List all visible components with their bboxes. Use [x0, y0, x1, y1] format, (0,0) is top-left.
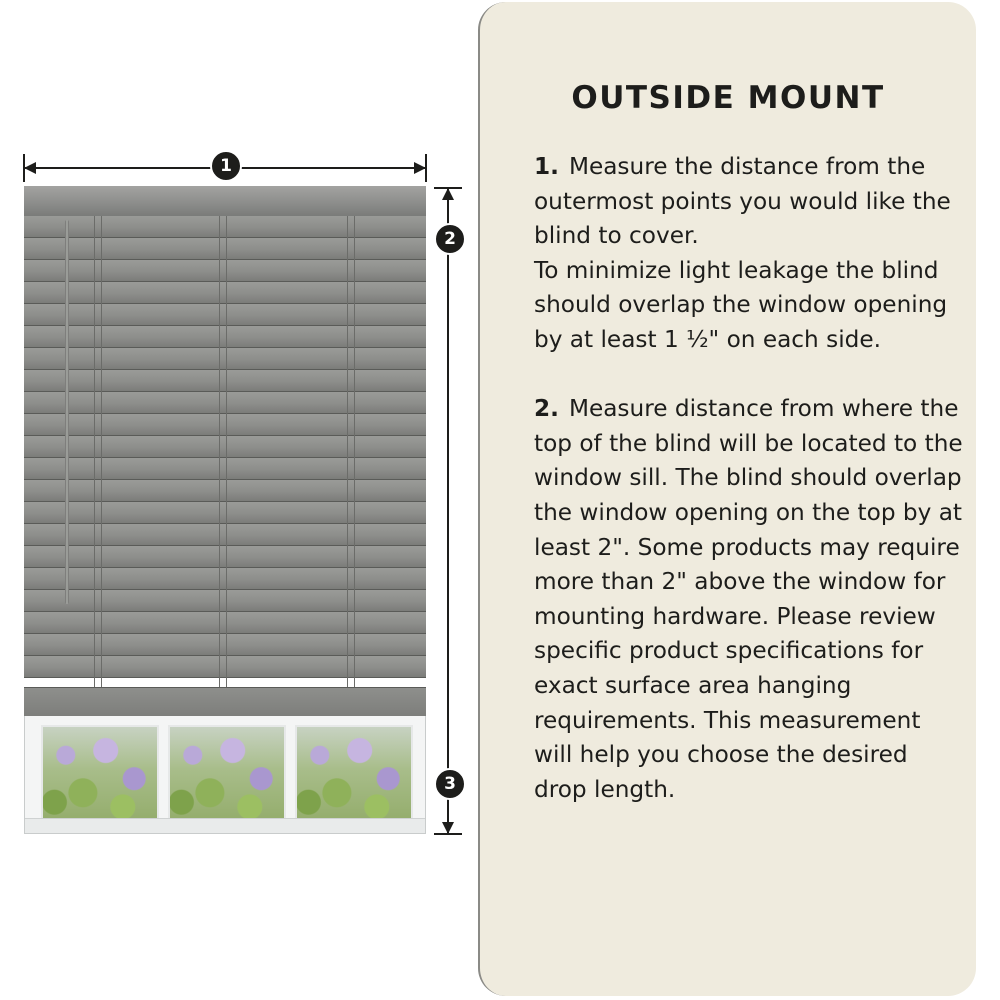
- window-pane-right: [295, 725, 413, 823]
- step-2-text: Measure distance from where the top of the blind will be located to the window sill. The blind should overlap the window opening on the top by at least 2". Some products may require more than 2" above the window for mounting hardware. Please review specific product specifications for exact surface area hanging requirements. This measurement will help you choose the desired drop length.: [534, 395, 963, 803]
- marker-badge-2: 2: [434, 223, 466, 255]
- blind-headrail: [24, 186, 426, 217]
- window-illustration: [24, 712, 426, 834]
- step-1-text: Measure the distance from the outermost points you would like the blind to cover.: [534, 153, 951, 250]
- step-1: [534, 150, 964, 358]
- arrowhead-left-icon: [24, 161, 38, 175]
- window-pane-middle: [168, 725, 286, 823]
- step-2: [534, 392, 964, 807]
- ladder-string: [94, 216, 102, 710]
- step-1-note: To minimize light leakage the blind should overlap the window opening by at least 1 ½" on each side.: [534, 256, 948, 353]
- tilt-wand: [65, 220, 69, 604]
- measurement-diagram: [0, 0, 470, 1000]
- arrowhead-down-icon: [441, 820, 455, 834]
- blind-bottom-rail: [24, 687, 426, 716]
- step-2-number: 2.: [534, 395, 559, 423]
- ladder-string: [347, 216, 355, 710]
- marker-badge-1: 1: [210, 150, 242, 182]
- window-pane-left: [41, 725, 159, 823]
- arrowhead-right-icon: [412, 161, 426, 175]
- marker-badge-3: 3: [434, 768, 466, 800]
- instruction-card: [478, 2, 976, 996]
- step-1-number: 1.: [534, 153, 559, 180]
- ladder-string: [219, 216, 227, 710]
- blind-illustration: [24, 186, 426, 716]
- card-title: OUTSIDE MOUNT: [571, 80, 885, 116]
- instruction-steps: [534, 150, 964, 807]
- height-arrow-line: [447, 188, 449, 834]
- arrowhead-up-icon: [441, 188, 455, 202]
- window-sill: [25, 818, 425, 833]
